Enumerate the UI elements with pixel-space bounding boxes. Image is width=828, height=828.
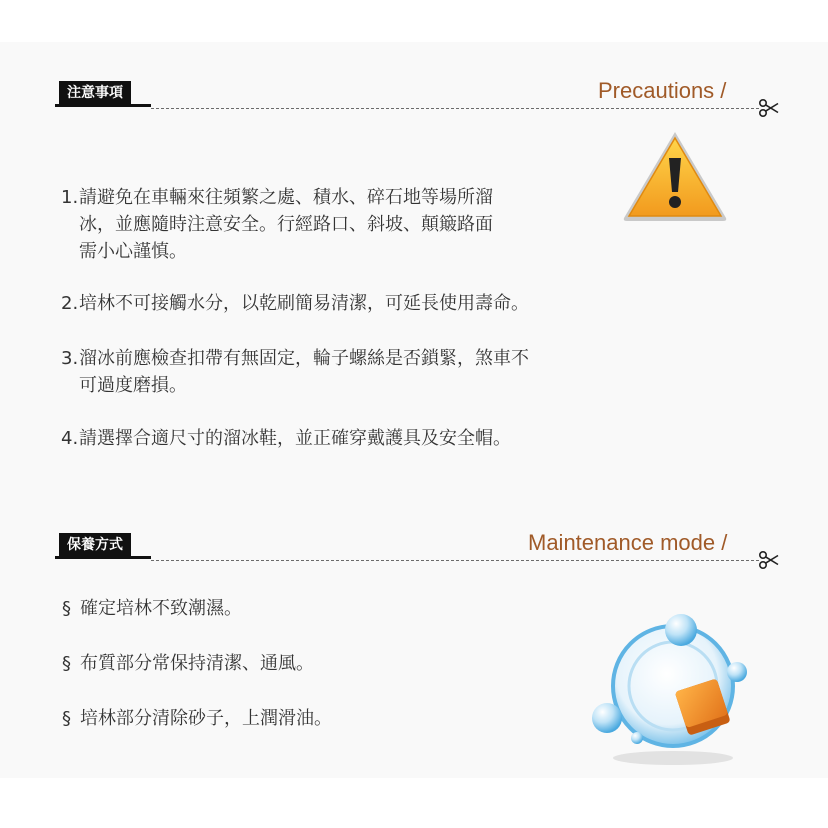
section-symbol: § (62, 598, 71, 619)
item-line: 溜冰前應檢查扣帶有無固定，輪子螺絲是否鎖緊，煞車不 (79, 348, 529, 369)
bullet-text: 確定培林不致潮濕。 (80, 598, 242, 619)
precautions-dash-line (151, 108, 759, 109)
scissors-icon (758, 97, 780, 119)
bullet-text: 布質部分常保持清潔、通風。 (80, 653, 314, 674)
item-line: 需小心謹慎。 (79, 241, 187, 262)
precaution-item-4 (61, 425, 511, 452)
precautions-title: Precautions / (598, 78, 727, 103)
precautions-tag-label: 注意事項 (67, 85, 123, 101)
item-line: 請選擇合適尺寸的溜冰鞋，並正確穿戴護具及安全帽。 (79, 428, 511, 449)
item-line: 培林不可接觸水分，以乾刷簡易清潔，可延長使用壽命。 (79, 293, 529, 314)
precaution-item-1 (61, 184, 493, 265)
cleaning-bubbles-icon (585, 608, 755, 768)
warning-icon (620, 128, 730, 224)
maintenance-tag (59, 533, 131, 557)
precaution-item-2 (61, 290, 529, 317)
maintenance-item-2 (62, 650, 314, 677)
scissors-icon (758, 549, 780, 571)
maintenance-title: Maintenance mode / (528, 530, 728, 555)
maintenance-tag-label: 保養方式 (67, 537, 123, 553)
precautions-tag-underline (55, 104, 151, 107)
item-line: 可過度磨損。 (79, 375, 187, 396)
precaution-item-3 (61, 345, 529, 399)
precautions-tag (59, 81, 131, 105)
maintenance-tag-underline (55, 556, 151, 559)
item-number: 3. (61, 348, 79, 369)
item-line: 冰，並應隨時注意安全。行經路口、斜坡、顛簸路面 (79, 214, 493, 235)
section-symbol: § (62, 653, 71, 674)
maintenance-dash-line (151, 560, 759, 561)
item-number: 1. (61, 187, 79, 208)
section-symbol: § (62, 708, 71, 729)
maintenance-item-3 (62, 705, 332, 732)
item-line: 請避免在車輛來往頻繁之處、積水、碎石地等場所溜 (79, 187, 493, 208)
maintenance-item-1 (62, 595, 242, 622)
bullet-text: 培林部分清除砂子，上潤滑油。 (80, 708, 332, 729)
item-number: 2. (61, 293, 79, 314)
item-number: 4. (61, 428, 79, 449)
